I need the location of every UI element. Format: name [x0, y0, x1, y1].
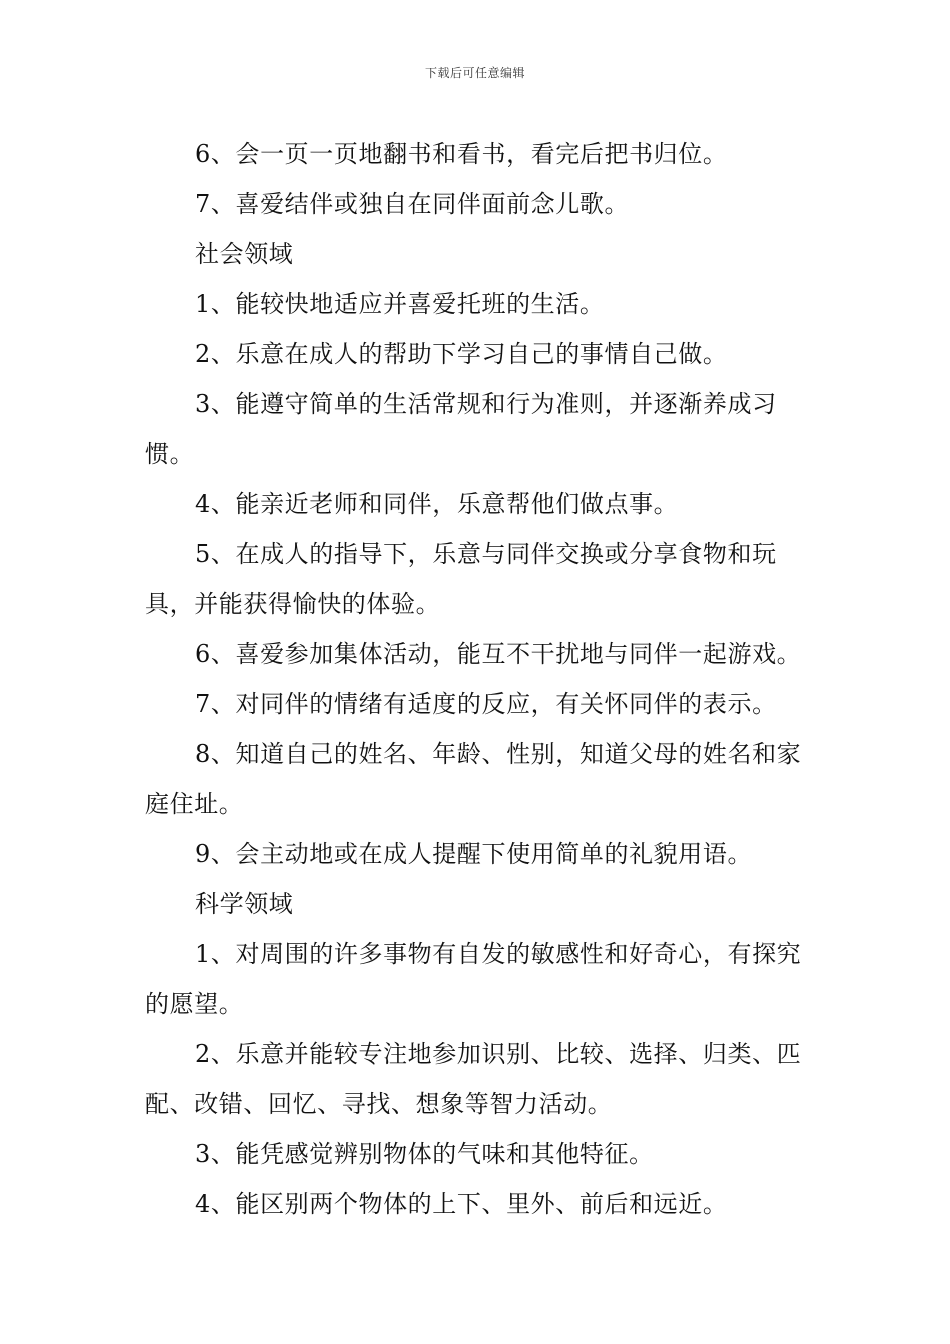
section-heading: 社会领域	[195, 240, 294, 268]
paragraph: 6、会一页一页地翻书和看书，看完后把书归位。	[195, 140, 728, 168]
paragraph: 2、乐意并能较专注地参加识别、比较、选择、归类、匹配、改错、回忆、寻找、想象等智力活动。	[145, 1040, 802, 1118]
paragraph: 7、对同伴的情绪有适度的反应，有关怀同伴的表示。	[195, 690, 777, 718]
paragraph: 1、对周围的许多事物有自发的敏感性和好奇心，有探究的愿望。	[145, 940, 802, 1018]
paragraph: 3、能凭感觉辨别物体的气味和其他特征。	[195, 1140, 654, 1168]
paragraph: 8、知道自己的姓名、年龄、性别，知道父母的姓名和家庭住址。	[145, 740, 802, 818]
paragraph: 4、能亲近老师和同伴，乐意帮他们做点事。	[195, 490, 679, 518]
section-heading: 科学领域	[195, 890, 294, 918]
paragraph: 9、会主动地或在成人提醒下使用简单的礼貌用语。	[195, 840, 753, 868]
paragraph: 5、在成人的指导下，乐意与同伴交换或分享食物和玩具，并能获得愉快的体验。	[145, 540, 777, 618]
paragraph: 2、乐意在成人的帮助下学习自己的事情自己做。	[195, 340, 728, 368]
paragraph: 4、能区别两个物体的上下、里外、前后和远近。	[195, 1190, 728, 1218]
paragraph: 7、喜爱结伴或独自在同伴面前念儿歌。	[195, 190, 630, 218]
page-header: 下载后可任意编辑	[424, 66, 525, 80]
document-body	[145, 129, 815, 1229]
paragraph: 6、喜爱参加集体活动，能互不干扰地与同伴一起游戏。	[195, 640, 802, 668]
paragraph: 3、能遵守简单的生活常规和行为准则，并逐渐养成习惯。	[145, 390, 777, 468]
paragraph: 1、能较快地适应并喜爱托班的生活。	[195, 290, 605, 318]
